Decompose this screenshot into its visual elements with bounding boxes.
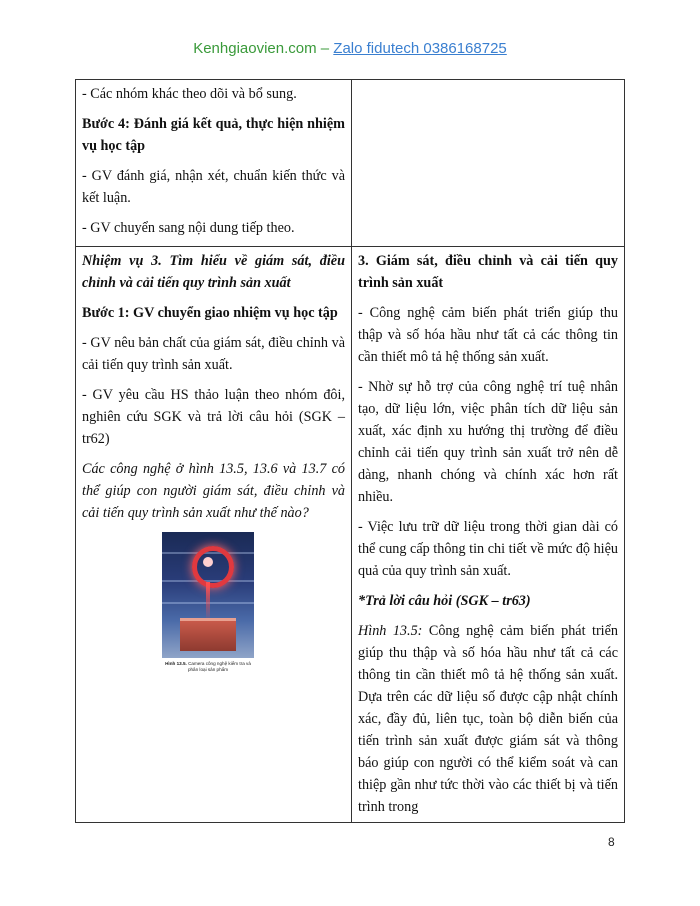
figure-reference: Hình 13.5: [358,623,423,639]
figure-13-5 [162,532,262,673]
table-row [76,80,625,247]
product-box-icon [180,618,236,651]
page-number: 8 [608,835,615,849]
answer-text: Công nghệ cảm biến phát triển giúp thu thập và số hóa hầu như tất cả các thông tin cần thiết mô tả hệ thống sản xuất. Dựa trên các dữ liệu số được cập nhật chính xác, đầy đủ, liên tục, toàn bộ diễn biến của tiến trình sản xuất được giám sát và thông báo giúp con người có thể kiểm soát và can thiệp gần như tức thời vào các thiết bị và tiến trình trong [358,623,618,815]
task-heading: Nhiệm vụ 3. Tìm hiểu về giám sát, điều chỉnh và cải tiến quy trình sản xuất [82,253,345,291]
answer-heading: *Trả lời câu hỏi (SGK – tr63) [358,593,531,609]
question-text: Các công nghệ ở hình 13.5, 13.6 và 13.7 có thể giúp con người giám sát, điều chỉnh và cải tiến quy trình sản xuất như thế nào? [82,461,345,521]
table-row [76,247,625,823]
paragraph: - Công nghệ cảm biến phát triển giúp thu thập và số hóa hầu như tất cả các thông tin cần thiết mô tả hệ thống sản xuất. [358,305,618,365]
page-header [0,40,700,57]
answer-paragraph [358,620,618,818]
paragraph: - GV chuyển sang nội dung tiếp theo. [82,220,295,236]
section-heading: 3. Giám sát, điều chỉnh và cải tiến quy trình sản xuất [358,253,618,291]
lesson-table [75,79,625,823]
paragraph: - Nhờ sự hỗ trợ của công nghệ trí tuệ nhân tạo, dữ liệu lớn, việc phân tích dữ liệu sản xuất, xác định xu hướng thị trường để điều chỉnh cải tiến quy trình sản xuất trở nên dễ dàng, nhanh chóng và chính xác hơn rất nhiều. [358,379,618,505]
row2-left-cell [76,247,352,823]
site-name: Kenhgiaovien.com – [193,40,334,57]
camera-inspection-image [162,532,254,658]
header-link[interactable]: Zalo fidutech 0386168725 [333,40,507,57]
figure-caption: Hình 13.5. Camera công nghệ kiểm tra và phân loại sản phẩm [165,661,251,672]
row1-left-cell [76,80,352,247]
paragraph: - GV nêu bản chất của giám sát, điều chỉnh và cải tiến quy trình sản xuất. [82,335,345,373]
row2-right-cell [352,247,625,823]
camera-lens-icon [192,546,234,588]
step-heading: Bước 1: GV chuyển giao nhiệm vụ học tập [82,305,338,321]
paragraph: - GV đánh giá, nhận xét, chuẩn kiến thức và kết luận. [82,168,345,206]
paragraph: - Việc lưu trữ dữ liệu trong thời gian dài có thể cung cấp thông tin chi tiết về mức độ hiệu quả của quy trình sản xuất. [358,519,618,579]
paragraph: - Các nhóm khác theo dõi và bổ sung. [82,86,297,102]
row1-right-cell [352,80,625,247]
step-heading: Bước 4: Đánh giá kết quả, thực hiện nhiệm vụ học tập [82,116,345,154]
paragraph: - GV yêu cầu HS thảo luận theo nhóm đôi, nghiên cứu SGK và trả lời câu hỏi (SGK – tr62) [82,387,345,447]
